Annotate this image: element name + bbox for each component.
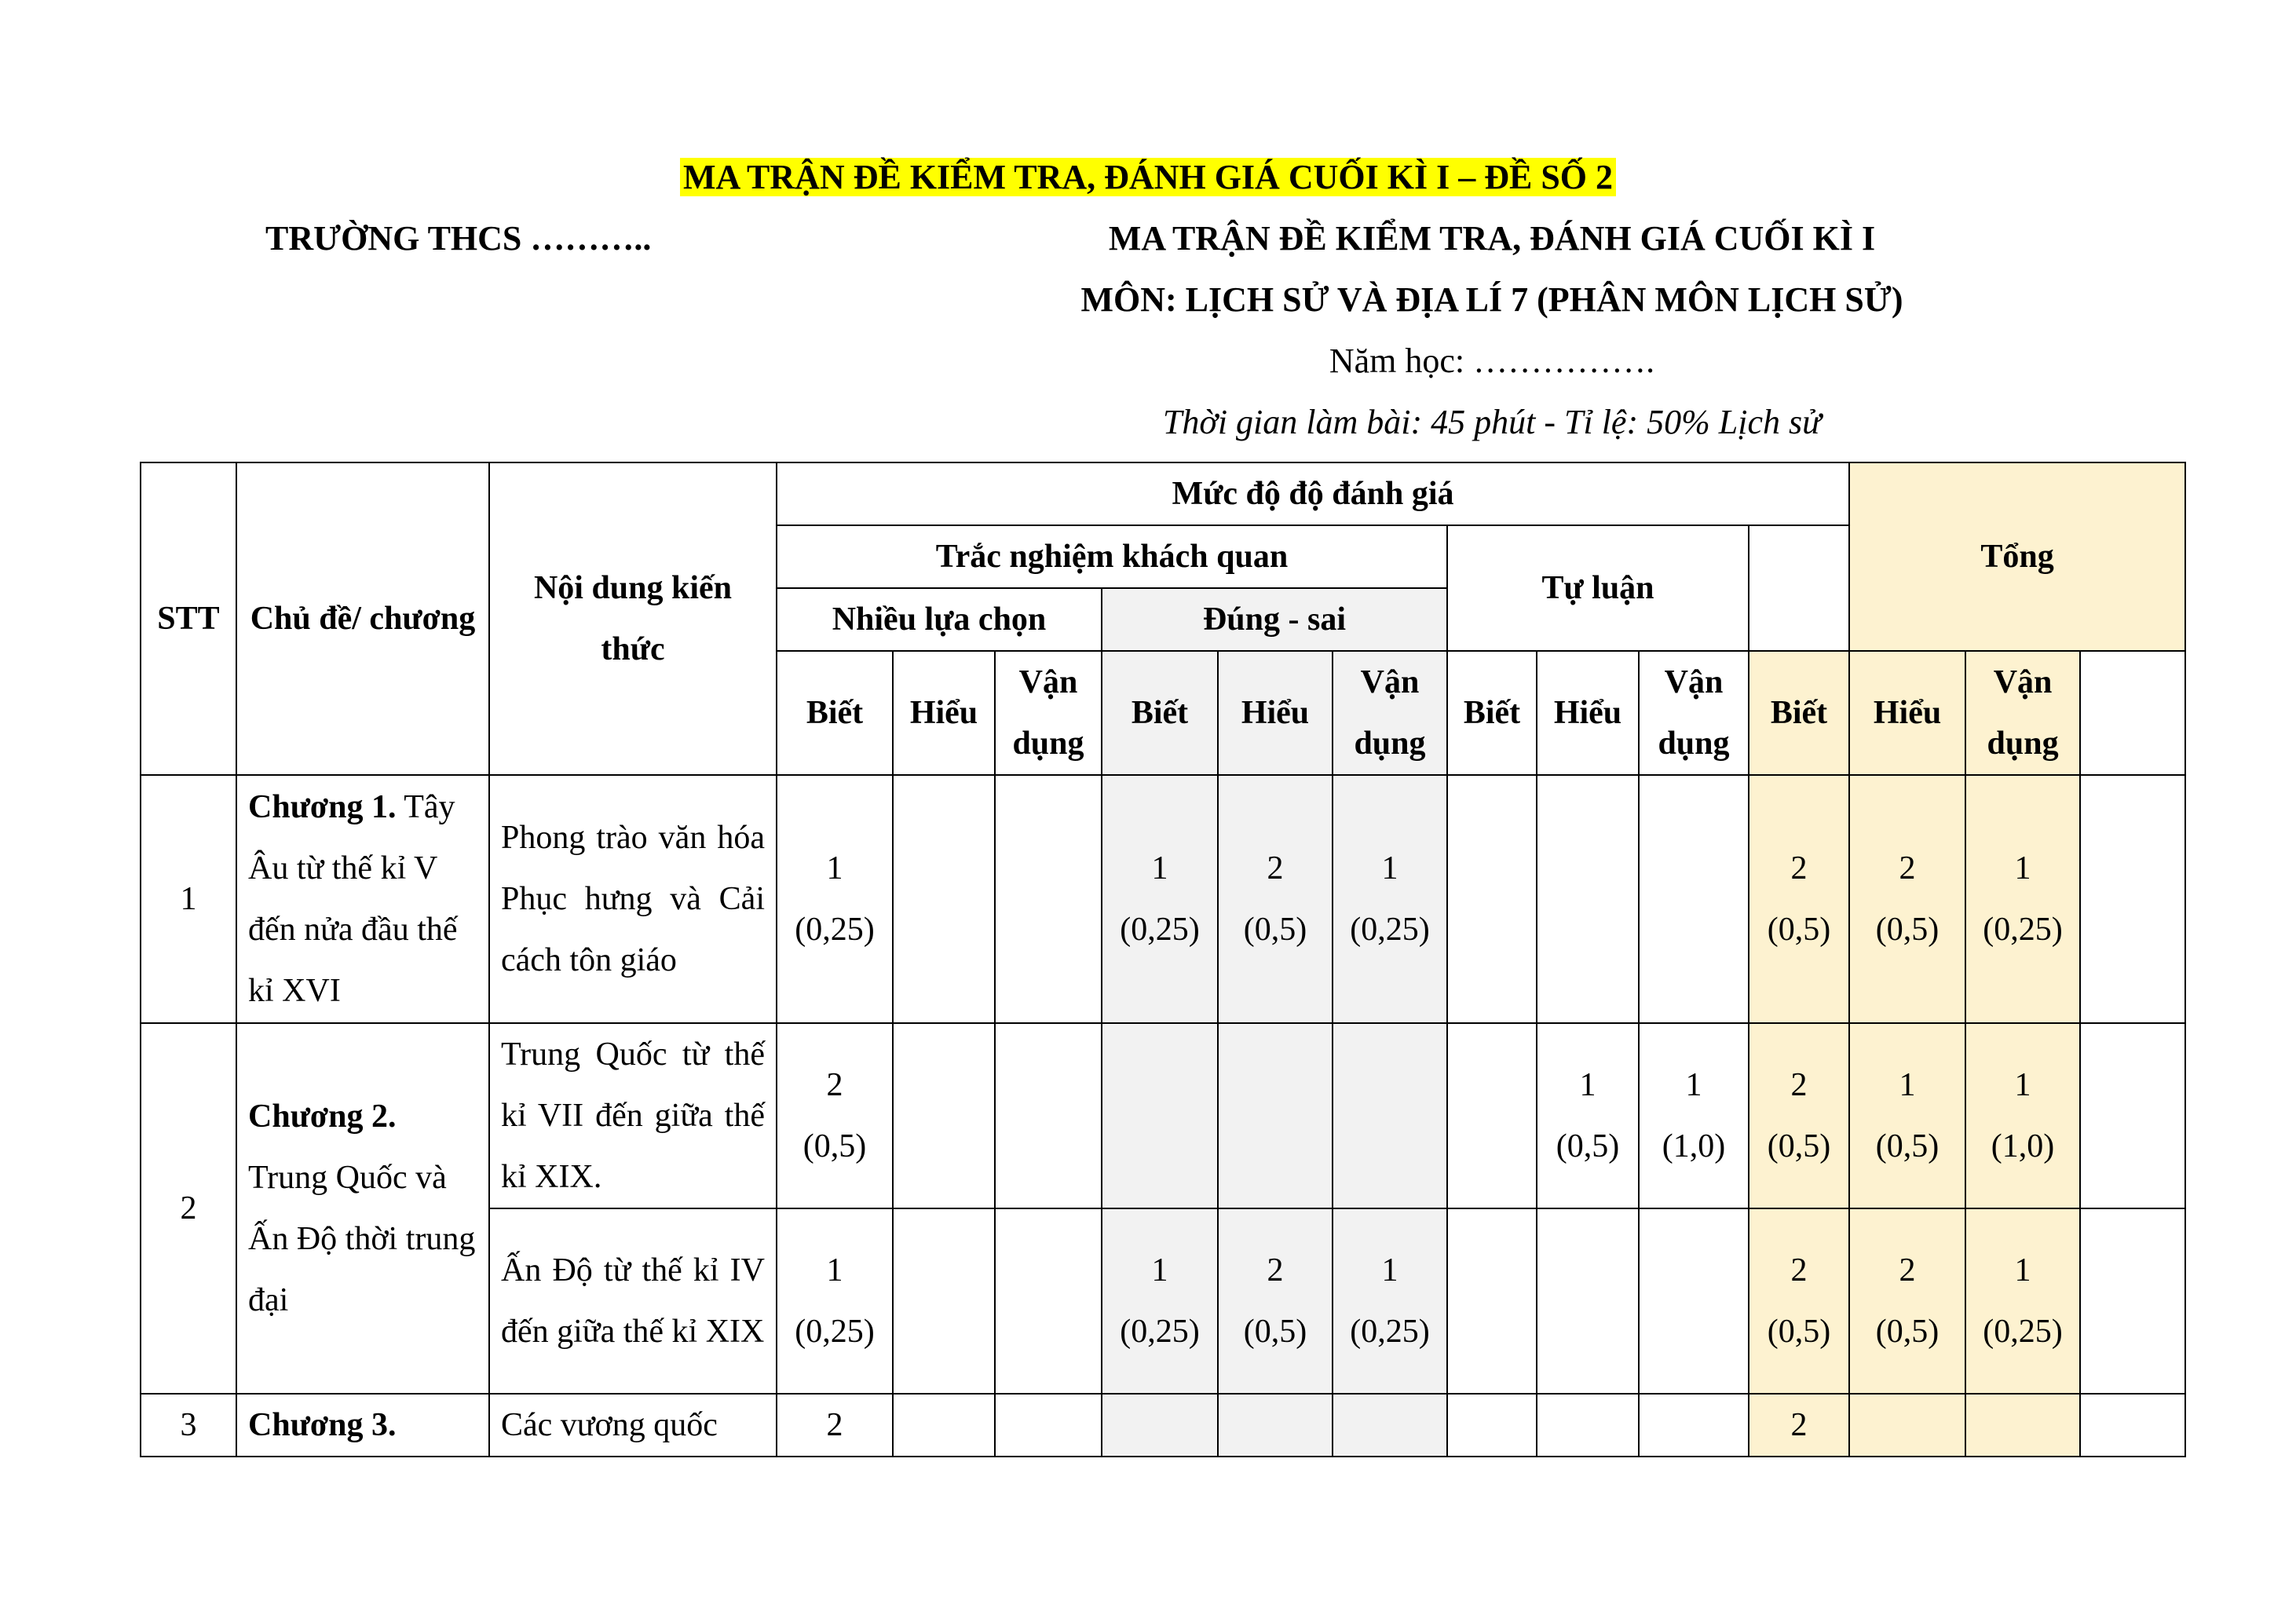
essay-understand-cell: [1537, 1394, 1639, 1457]
total-know-cell: 2 (0,5): [1749, 775, 1849, 1023]
mc-understand-cell: [893, 1394, 995, 1457]
tf-understand-cell: [1218, 1394, 1333, 1457]
total-apply-cell: 1 (0,25): [1965, 1208, 2080, 1394]
stt-cell: 3: [141, 1394, 236, 1457]
total-know-cell: 2 (0,5): [1749, 1023, 1849, 1208]
assessment-matrix-table: [140, 462, 2186, 1457]
header-true-false: Đúng - sai: [1102, 588, 1447, 651]
school-name: TRƯỜNG THCS ………..: [265, 219, 652, 258]
total-understand-cell: 2 (0,5): [1849, 1208, 1965, 1394]
header-multiple-choice: Nhiều lựa chọn: [777, 588, 1102, 651]
tf-understand-cell: 2 (0,5): [1218, 775, 1333, 1023]
table-row: [141, 1023, 2185, 1208]
tf-apply-cell: 1 (0,25): [1333, 775, 1447, 1023]
total-apply-cell: 1 (0,25): [1965, 775, 2080, 1023]
tf-understand: Hiểu: [1218, 651, 1333, 775]
tf-apply: Vận dụng: [1333, 651, 1447, 775]
header-topic: Chủ đề/ chương: [236, 462, 489, 775]
topic-cell: [236, 1394, 489, 1457]
essay-understand-cell: 1 (0,5): [1537, 1023, 1639, 1208]
table-row: [141, 775, 2185, 1023]
total-know-cell: 2 (0,5): [1749, 1208, 1849, 1394]
header-total: Tổng: [1849, 462, 2185, 651]
total-know: Biết: [1749, 651, 1849, 775]
tf-apply-cell: [1333, 1023, 1447, 1208]
essay-apply-cell: [1639, 775, 1749, 1023]
tf-know: Biết: [1102, 651, 1218, 775]
mc-apply-cell: [995, 1208, 1102, 1394]
school-year: Năm học: …………….: [1329, 342, 1655, 380]
essay-know-cell: [1447, 775, 1537, 1023]
essay-apply-cell: 1 (1,0): [1639, 1023, 1749, 1208]
essay-know: Biết: [1447, 651, 1537, 775]
essay-apply: Vận dụng: [1639, 651, 1749, 775]
header-row-1: [141, 462, 2185, 525]
tf-understand-cell: [1218, 1023, 1333, 1208]
content-cell: Trung Quốc từ thế kỉ VII đến giữa thế kỉ XIX.: [489, 1023, 777, 1208]
time-info: Thời gian làm bài: 45 phút - Tỉ lệ: 50% Lịch sử: [1162, 403, 1822, 441]
mc-know-cell: 1 (0,25): [777, 775, 893, 1023]
mc-know-cell: 2: [777, 1394, 893, 1457]
essay-understand-cell: [1537, 1208, 1639, 1394]
essay-apply-cell: [1639, 1394, 1749, 1457]
total-apply: Vận dụng: [1965, 651, 2080, 775]
total-understand-cell: [1849, 1394, 1965, 1457]
header-stt: STT: [141, 462, 236, 775]
essay-know-cell: [1447, 1394, 1537, 1457]
content-cell: Ấn Độ từ thế kỉ IV đến giữa thế kỉ XIX: [489, 1208, 777, 1394]
tf-apply-cell: [1333, 1394, 1447, 1457]
tf-know-cell: 1 (0,25): [1102, 1208, 1218, 1394]
essay-understand-cell: [1537, 775, 1639, 1023]
tf-apply-cell: 1 (0,25): [1333, 1208, 1447, 1394]
essay-know-cell: [1447, 1208, 1537, 1394]
mc-know-cell: 1 (0,25): [777, 1208, 893, 1394]
stt-cell: 2: [141, 1023, 236, 1394]
total-know-cell: 2: [1749, 1394, 1849, 1457]
mc-apply-cell: [995, 1394, 1102, 1457]
content-cell: Các vương quốc: [489, 1394, 777, 1457]
total-apply-cell: [1965, 1394, 2080, 1457]
ratio-cell: [2080, 1023, 2185, 1208]
header-assessment-level: Mức độ độ đánh giá: [777, 462, 1849, 525]
content-cell: Phong trào văn hóa Phục hưng và Cải cách tôn giáo: [489, 775, 777, 1023]
stt-cell: 1: [141, 775, 236, 1023]
mc-apply-cell: [995, 775, 1102, 1023]
essay-understand: Hiểu: [1537, 651, 1639, 775]
mc-understand: Hiểu: [893, 651, 995, 775]
matrix-title: MA TRẬN ĐỀ KIỂM TRA, ĐÁNH GIÁ CUỐI KÌ I: [1108, 219, 1876, 258]
header-content: Nội dung kiến thức: [489, 462, 777, 775]
tf-know-cell: 1 (0,25): [1102, 775, 1218, 1023]
subject-title: MÔN: LỊCH SỬ VÀ ĐỊA LÍ 7 (PHÂN MÔN LỊCH SỬ): [1080, 280, 1903, 319]
topic-cell: [236, 1023, 489, 1394]
tf-know-cell: [1102, 1394, 1218, 1457]
topic-cell: [236, 775, 489, 1023]
tf-know-cell: [1102, 1023, 1218, 1208]
total-apply-cell: 1 (1,0): [1965, 1023, 2080, 1208]
main-title-text: MA TRẬN ĐỀ KIỂM TRA, ĐÁNH GIÁ CUỐI KÌ I – ĐỀ SỐ 2: [680, 158, 1616, 196]
essay-apply-cell: [1639, 1208, 1749, 1394]
mc-understand-cell: [893, 1023, 995, 1208]
topic-chapter: Chương 2.: [248, 1098, 397, 1135]
total-understand-cell: 1 (0,5): [1849, 1023, 1965, 1208]
mc-apply: Vận dụng: [995, 651, 1102, 775]
main-title: [0, 154, 2296, 201]
essay-know-cell: [1447, 1023, 1537, 1208]
total-understand-cell: 2 (0,5): [1849, 775, 1965, 1023]
ratio-cell: [2080, 1394, 2185, 1457]
topic-chapter: Chương 1.: [248, 789, 397, 825]
total-understand: Hiểu: [1849, 651, 1965, 775]
mc-know-cell: 2 (0,5): [777, 1023, 893, 1208]
ratio-cell: [2080, 775, 2185, 1023]
topic-title: Trung Quốc và Ấn Độ thời trung đại: [248, 1160, 476, 1318]
topic-title: Tây Âu từ thế kỉ V đến nửa đầu thế kỉ XVI: [248, 789, 458, 1009]
header-essay: Tự luận: [1447, 525, 1749, 651]
mc-apply-cell: [995, 1023, 1102, 1208]
table-row: [141, 1394, 2185, 1457]
header-objective: Trắc nghiệm khách quan: [777, 525, 1447, 588]
mc-understand-cell: [893, 775, 995, 1023]
mc-understand-cell: [893, 1208, 995, 1394]
ratio-cell: [2080, 1208, 2185, 1394]
mc-know: Biết: [777, 651, 893, 775]
topic-chapter: Chương 3.: [248, 1407, 397, 1443]
tf-understand-cell: 2 (0,5): [1218, 1208, 1333, 1394]
